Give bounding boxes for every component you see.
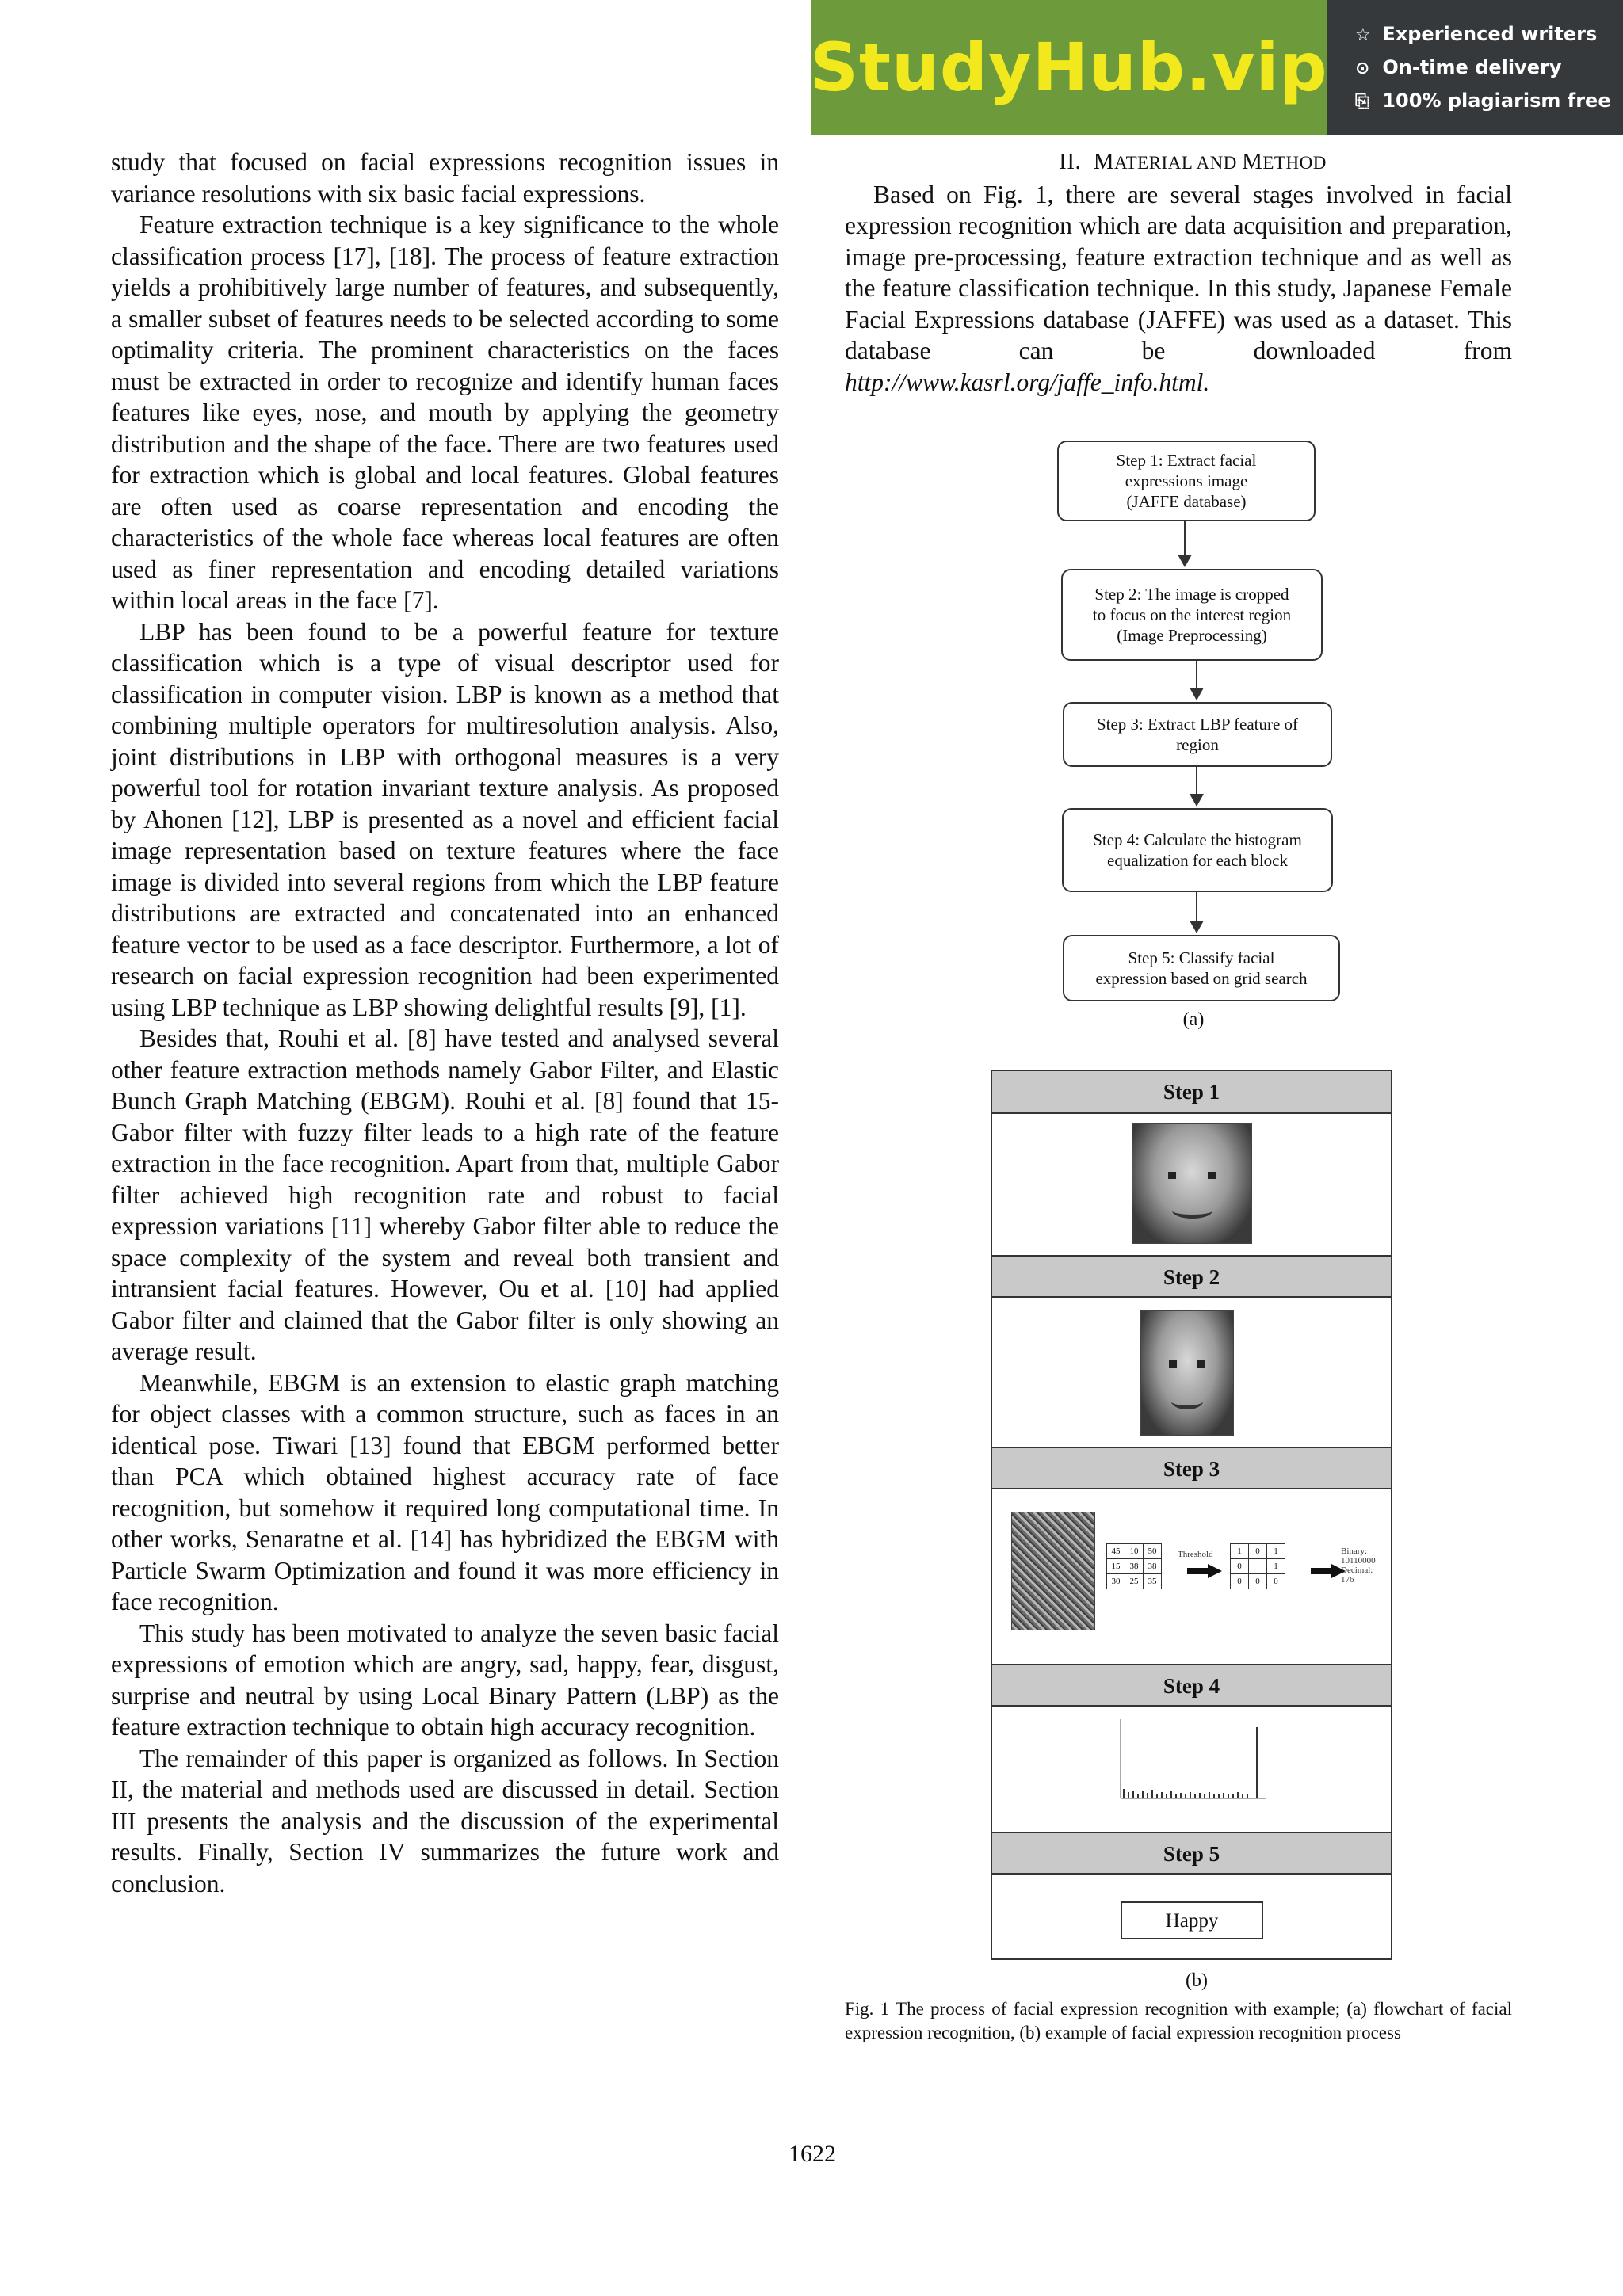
face-mouth	[1171, 1393, 1202, 1409]
ad-banner[interactable]	[812, 0, 1623, 135]
binary-grid	[1230, 1543, 1285, 1589]
lbp-face-image	[1011, 1512, 1095, 1630]
pixel-grid	[1106, 1543, 1162, 1589]
result-label-happy: Happy	[1121, 1901, 1263, 1939]
paragraph: This study has been motivated to analyze the seven basic facial expressions of emotion which are angry, sad, happy, fear, disgust, surprise and neutral by using Local Binary Pattern (LBP) as the feature extraction technique to obtain high accuracy recognition.	[111, 1619, 779, 1741]
banner-item-writers	[1355, 17, 1617, 51]
grid-cell: 0	[1231, 1559, 1249, 1574]
result-line: Binary:	[1341, 1547, 1367, 1556]
threshold-label: Threshold	[1178, 1550, 1213, 1559]
step-line: (Image Preprocessing)	[1117, 626, 1267, 645]
section-title-part: ATERIAL AND	[1114, 153, 1243, 173]
example-step-2-header: Step 2	[992, 1255, 1391, 1298]
result-line: 176	[1341, 1575, 1354, 1585]
flowchart-step-2	[1061, 569, 1323, 661]
paragraph: LBP has been found to be a powerful feature for texture classification which is a type of visual descriptor used for classification in computer vision. LBP is known as a method that combining multiple operators for multiresolution analysis. Also, joint distributions in LBP with orthogonal measures is a very powerful tool for rotation invariant texture analysis. As proposed by Ahonen [12], LBP is presented as a novel and efficient facial image representation based on texture features where the face image is divided into several regions from which the LBP feature distributions are extracted and concatenated into an enhanced feature vector to be used as a face descriptor. Furthermore, a lot of research on facial expression recognition had been experimented using LBP technique as LBP showing delightful results [9], [1].	[111, 617, 779, 1021]
paragraph: The remainder of this paper is organized as follows. In Section II, the material and methods used are discussed in detail. Section III presents the analysis and the discussion of the experimental results. Finally, Section IV summarizes the future work and conclusion.	[111, 1744, 779, 1897]
grid-cell: 25	[1125, 1574, 1144, 1589]
banner-logo-text: StudyHub.vip	[810, 29, 1328, 106]
banner-item-delivery	[1355, 51, 1617, 84]
figure-caption: Fig. 1 The process of facial expression recognition with example; (a) flowchart of facial expression recognition, (b) example of facial expression recognition process	[845, 1999, 1512, 2042]
grid-cell	[1249, 1559, 1267, 1574]
flow-arrow	[1196, 891, 1197, 932]
section-title-part: ETHOD	[1262, 153, 1327, 173]
banner-item-plagiarism	[1355, 84, 1617, 117]
result-line: 10110000	[1341, 1556, 1376, 1566]
document-icon: ⎘	[1355, 92, 1369, 112]
section-title-part: M	[1242, 149, 1263, 174]
histogram-bars	[1124, 1727, 1257, 1798]
grid-cell: 50	[1144, 1544, 1162, 1559]
clock-icon: ⊙	[1355, 59, 1370, 78]
section-heading	[845, 147, 1512, 179]
grid-cell: 30	[1107, 1574, 1125, 1589]
grid-cell: 1	[1267, 1559, 1285, 1574]
star-icon: ☆	[1355, 25, 1371, 45]
flowchart-step-4	[1062, 808, 1333, 892]
step-line: expression based on grid search	[1095, 969, 1308, 988]
step-line: (JAFFE database)	[1126, 492, 1247, 511]
jaffe-url[interactable]: http://www.kasrl.org/jaffe_info.html.	[845, 368, 1210, 396]
flow-arrow	[1184, 520, 1186, 566]
left-column	[111, 147, 779, 1899]
grid-cell: 10	[1125, 1544, 1144, 1559]
flow-arrow	[1196, 765, 1197, 805]
result-line: Decimal:	[1341, 1566, 1373, 1575]
grid-cell: 35	[1144, 1574, 1162, 1589]
grid-cell: 1	[1267, 1544, 1285, 1559]
paragraph: Meanwhile, EBGM is an extension to elastic graph matching for object classes with a common structure, such as faces in an identical pose. Tiwari [13] found that EBGM performed better than PCA which obtained highest accuracy rate of face recognition, but somehow it required long computational time. In other works, Senaratne et al. [14] has hybridized the EBGM with Particle Swarm Optimization and found it was more efficiency in face recognition.	[111, 1368, 779, 1615]
grid-cell: 45	[1107, 1544, 1125, 1559]
paragraph: Feature extraction technique is a key significance to the whole classification process [17], [18]. The process of feature extraction yields a prohibitively large number of features, and subsequently, a smaller subset of features needs to be selected according to some optimality criteria. The prominent characteristics on the faces must be extracted in order to recognize and identify human faces features like eyes, nose, and mouth by applying the geometry distribution and the shape of the face. There are two features used for extraction which is global and local features. Global features are often used as coarse representation and encoding the characteristics of the whole face whereas local features are often used as finer representation and encoding detailed variations within local areas in the face [7].	[111, 211, 779, 614]
section-title-part: M	[1093, 149, 1115, 174]
example-step-4-header: Step 4	[992, 1664, 1391, 1707]
section-number: II.	[1059, 149, 1082, 174]
flowchart-step-5	[1063, 935, 1340, 1001]
grid-cell: 38	[1144, 1559, 1162, 1574]
grid-cell: 38	[1125, 1559, 1144, 1574]
figure-label-b: (b)	[1186, 1970, 1208, 1991]
flow-arrow	[1196, 659, 1197, 699]
flowchart-step-3	[1063, 702, 1332, 767]
step-line: Step 2: The image is cropped	[1094, 585, 1289, 604]
face-eyes	[1168, 1172, 1216, 1179]
grid-cell: 15	[1107, 1559, 1125, 1574]
banner-item-label: Experienced writers	[1382, 23, 1598, 45]
grid-cell: 1	[1231, 1544, 1249, 1559]
paragraph: study that focused on facial expressions recognition issues in variance resolutions with six basic facial expressions.	[111, 148, 779, 208]
step-line: Step 1: Extract facial	[1116, 451, 1257, 470]
step-line: Step 5: Classify facial	[1128, 948, 1275, 967]
paragraph	[845, 179, 1512, 399]
step-line: equalization for each block	[1107, 851, 1288, 870]
example-step-3-header: Step 3	[992, 1447, 1391, 1489]
face-eyes	[1169, 1360, 1205, 1367]
step-line: Step 3: Extract LBP feature of	[1096, 715, 1299, 734]
banner-feature-list	[1355, 17, 1617, 117]
example-figure	[991, 1070, 1392, 1960]
right-column	[845, 147, 1512, 398]
banner-item-label: On-time delivery	[1382, 56, 1562, 78]
grid-cell: 0	[1249, 1544, 1267, 1559]
paragraph: Besides that, Rouhi et al. [8] have tested and analysed several other feature extraction methods namely Gabor Filter, and Elastic Bunch Graph Matching (EBGM). Rouhi et al. [8] found that 15-Gabor filter with fuzzy filter leads to a high rate of the feature extraction in the face recognition. Apart from that, multiple Gabor filter achieved high recognition rate and robust to facial expression variations [11] whereby Gabor filter able to reduce the space complexity of the system and reveal both transient and intransient facial features. However, Ou et al. [10] had applied Gabor filter and claimed that the Gabor filter is only showing an average result.	[111, 1024, 779, 1365]
lbp-result	[1341, 1547, 1376, 1585]
histogram-image	[1111, 1716, 1270, 1805]
figure-label-a: (a)	[1182, 1009, 1205, 1030]
result-row	[992, 1901, 1391, 1941]
flowchart-step-1	[1057, 441, 1316, 521]
page-number: 1622	[789, 2141, 836, 2167]
paragraph-text: Based on Fig. 1, there are several stages involved in facial expression recognition which are data acquisition and preparation, image pre-processing, feature extraction technique and as well as the feature classification technique. In this study, Japanese Female Facial Expressions database (JAFFE) was used as a dataset. This database can be downloaded from	[845, 180, 1512, 364]
grid-cell: 0	[1231, 1574, 1249, 1589]
grid-cell: 0	[1267, 1574, 1285, 1589]
face-image-original	[1132, 1123, 1252, 1244]
banner-item-label: 100% plagiarism free	[1382, 90, 1611, 112]
step-line: region	[1176, 735, 1219, 754]
step-line: expressions image	[1125, 471, 1248, 490]
arrow-icon	[1208, 1564, 1222, 1578]
example-step-5-header: Step 5	[992, 1832, 1391, 1875]
face-image-cropped	[1140, 1310, 1234, 1436]
step-line: to focus on the interest region	[1092, 605, 1292, 624]
banner-logo[interactable]	[812, 0, 1327, 135]
example-step-1-header: Step 1	[992, 1071, 1391, 1114]
face-mouth	[1172, 1203, 1212, 1219]
grid-cell: 0	[1249, 1574, 1267, 1589]
step-line: Step 4: Calculate the histogram	[1093, 830, 1302, 849]
